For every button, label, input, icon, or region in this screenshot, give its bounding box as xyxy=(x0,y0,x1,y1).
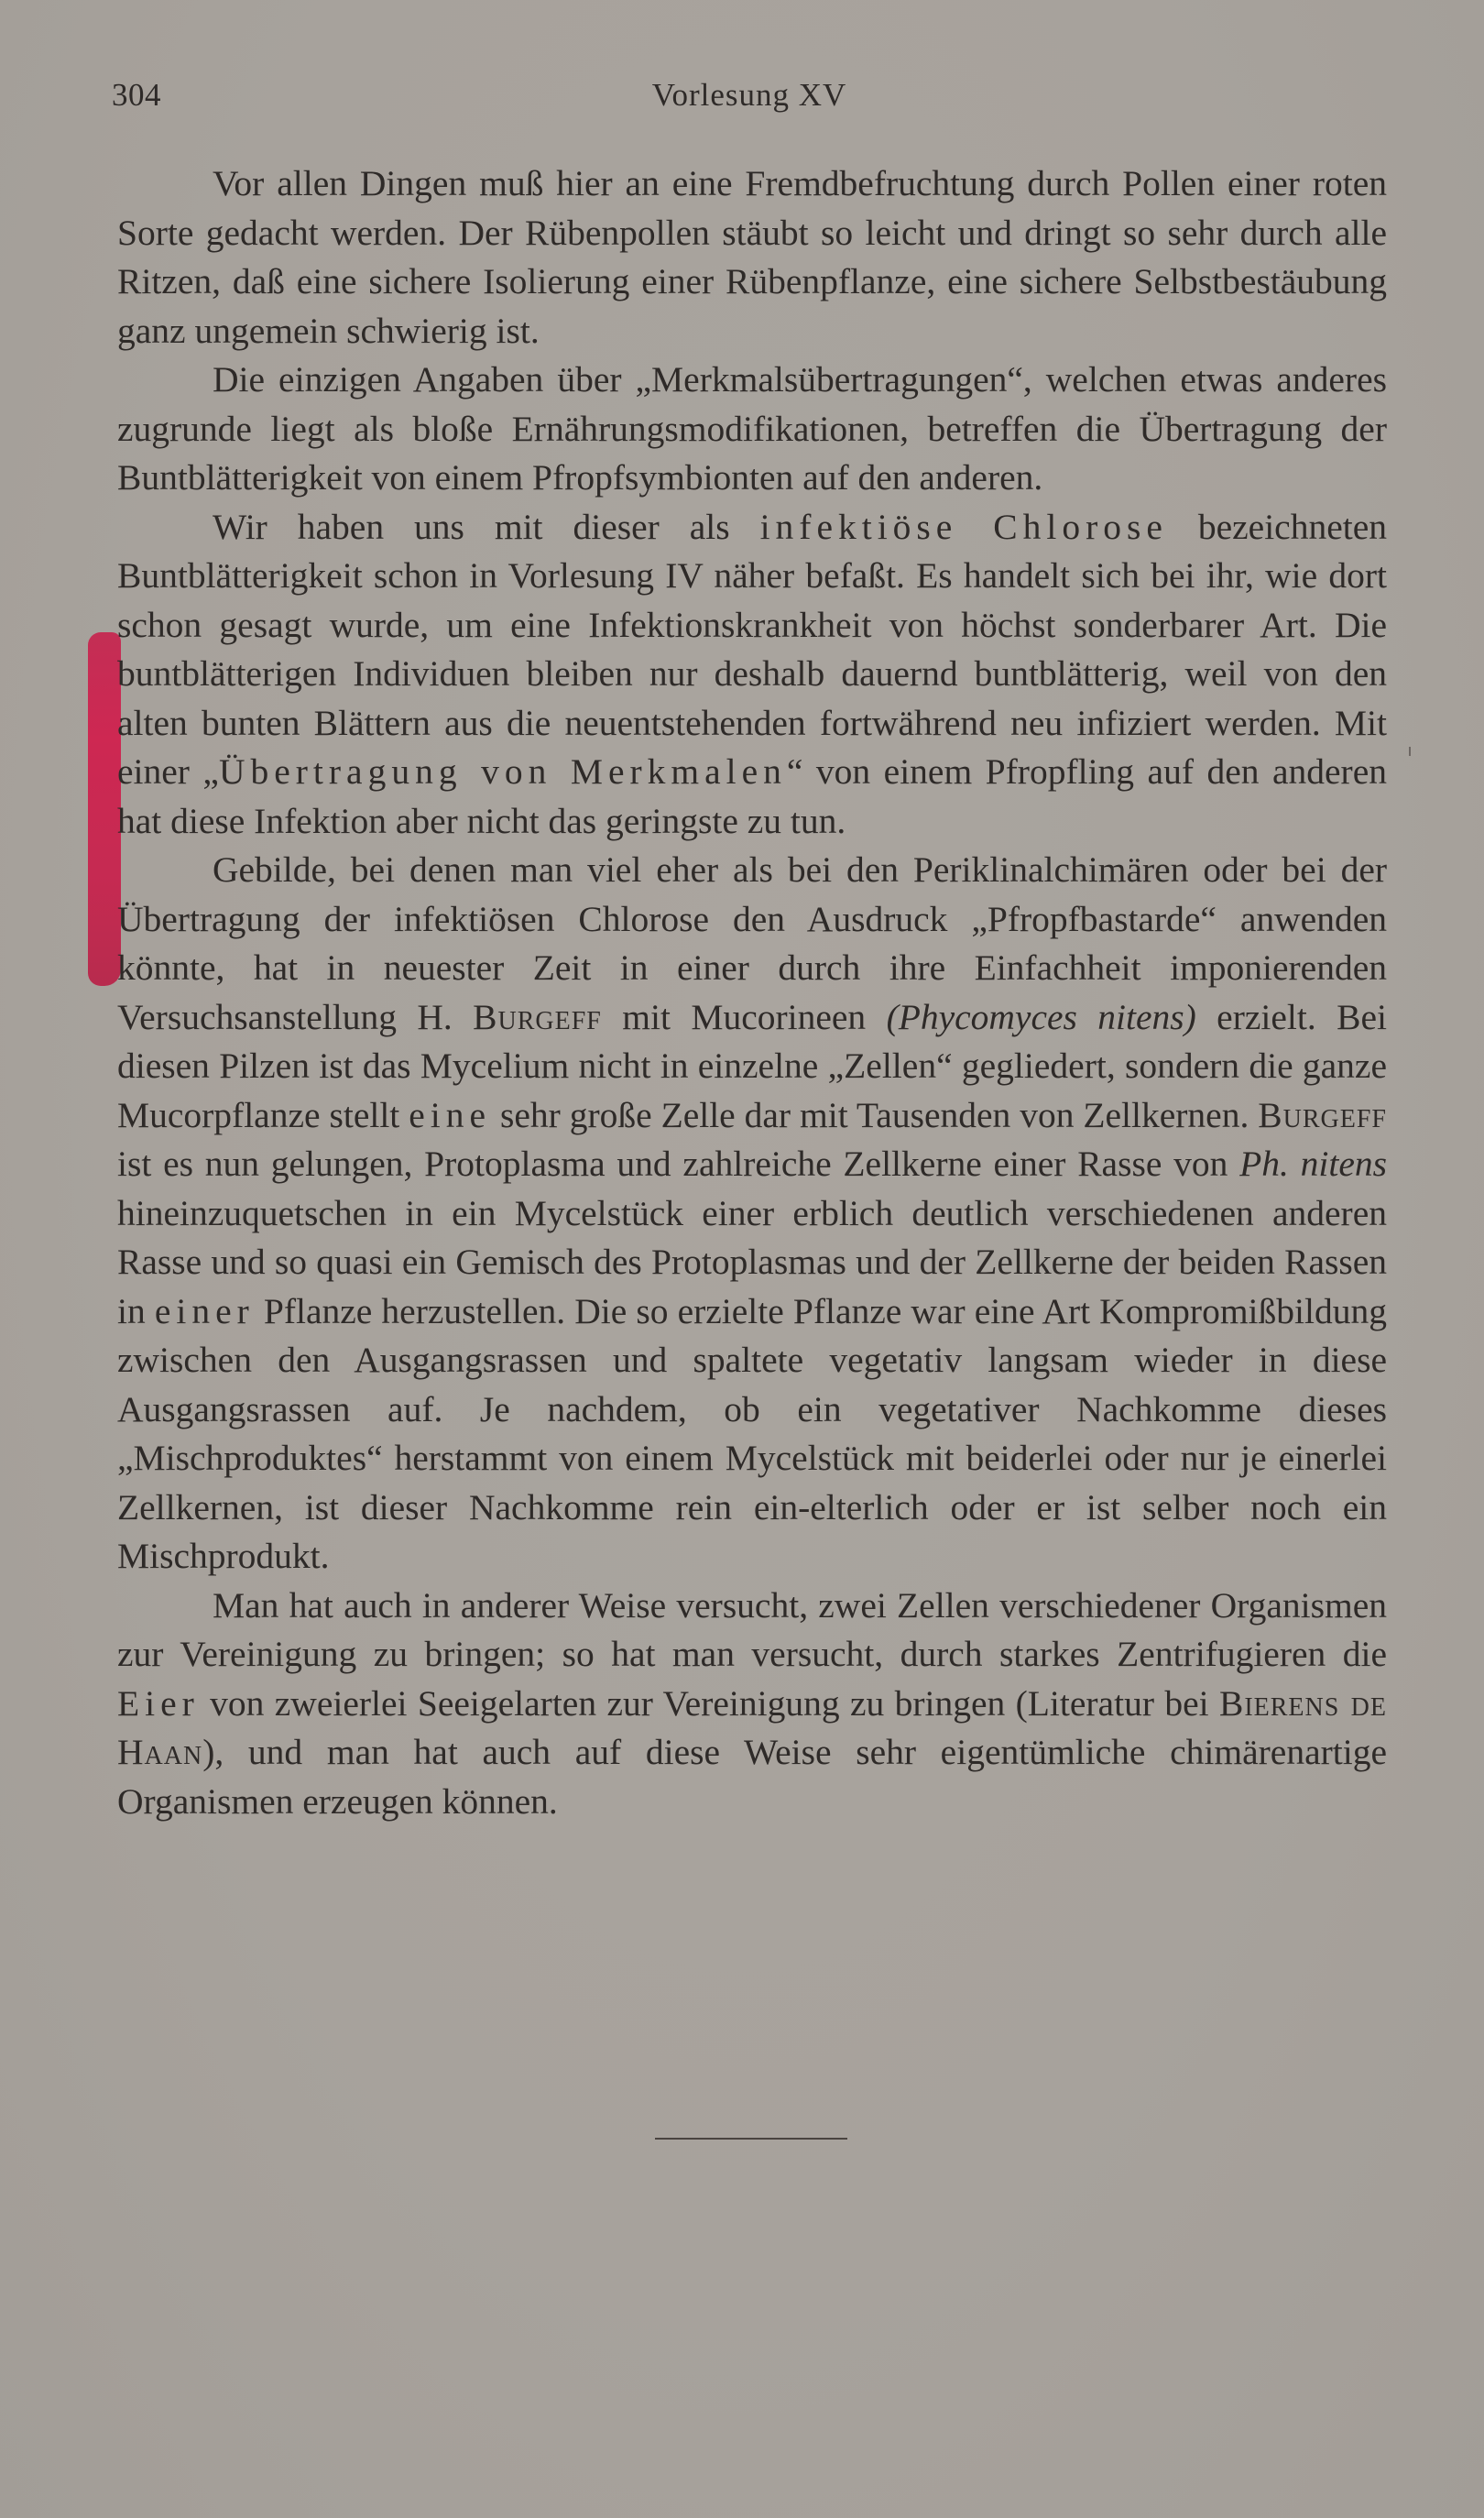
text-run: bezeichneten Buntblätterigkeit schon in Vorlesung IV näher befaßt. Es handelt sich bei ihr, wie dort schon gesagt wurde, um eine Infektionskrankheit von höchst sonderbarer Art. Die buntblätterigen Individuen bleiben nur deshalb dauernd buntblätterig, weil von den alten bunten Blättern aus die neuentstehenden fortwährend neu infiziert werden. Mit einer „ xyxy=(117,506,1387,792)
emphasized-text: Eier xyxy=(117,1682,200,1724)
text-run: Wir haben uns mit dieser als xyxy=(213,506,760,547)
text-run: von zweierlei Seeigelarten zur Vereinigung zu bringen (Literatur bei xyxy=(199,1682,1219,1724)
paragraph-3 xyxy=(117,503,1387,847)
italic-term: Ph. nitens xyxy=(1239,1144,1387,1184)
italic-term: (Phycomyces nitens) xyxy=(886,996,1196,1037)
text-run: erzielt. Bei diesen Pilzen ist das Mycelium nicht in einzelne „Zellen“ gegliedert, sondern die ganze Mucorpflanze stellt xyxy=(117,996,1387,1135)
text-run: Man hat auch in anderer Weise versucht, zwei Zellen verschiedener Organismen zur Vereinigung zu bringen; so hat man versucht, durch starkes Zentrifugieren die xyxy=(117,1584,1387,1674)
emphasized-text: Übertragung von Merkmalen xyxy=(218,751,787,792)
text-run: Pflanze herzustellen. Die so erzielte Pflanze war eine Art Kompromißbildung zwischen den Ausgangsrassen und spaltete vegetativ langsam wieder in diese Ausgangsrassen auf. Je nachdem, ob ein vegetativer Nachkomme dieses „Mischproduktes“ herstammt von einem Mycelstück mit beiderlei oder nur je einerlei Zellkernen, ist dieser Nachkomme rein ein-elterlich oder er ist selber noch ein Mischprodukt. xyxy=(117,1290,1387,1576)
paragraph-2 xyxy=(117,356,1387,503)
red-marker-annotation xyxy=(88,632,121,986)
page-header xyxy=(112,77,1387,123)
text-run: mit Mucorineen xyxy=(601,996,887,1037)
text-run: Die einzigen Angaben über „Merkmalsübertragungen“, welchen etwas anderes zugrunde liegt als bloße Ernährungsmodifikationen, betreffen die Übertragung der Buntblätterigkeit von einem Pfropfsymbionten auf den anderen. xyxy=(117,359,1387,498)
emphasized-text: infektiöse Chlorose xyxy=(759,506,1168,547)
text-run: Gebilde, bei denen man viel eher als bei den Periklinalchimären oder bei der Übertragung der infektiösen Chlorose den Ausdruck „Pfropfbastarde“ anwenden könnte, hat in neuester Zeit in einer durch ihre Einfachheit imponierenden Versuchsanstellung H. xyxy=(117,849,1387,1037)
speck-mark xyxy=(1409,747,1411,756)
emphasized-text: eine xyxy=(409,1094,492,1135)
text-run: Vor allen Dingen muß hier an eine Fremdbefruchtung durch Pollen einer roten Sorte gedacht werden. Der Rübenpollen stäubt so leicht und dringt so sehr durch alle Ritzen, daß eine sichere Isolierung einer Rübenpflanze, eine sichere Selbstbestäubung ganz ungemein schwierig ist. xyxy=(117,163,1387,351)
text-run: sehr große Zelle dar mit Tausenden von Zellkernen. xyxy=(491,1094,1259,1135)
paragraph-1 xyxy=(117,159,1387,356)
closing-rule xyxy=(655,2138,847,2140)
emphasized-text: einer xyxy=(154,1290,255,1331)
text-run: ), und man hat auch auf diese Weise sehr eigentümliche chimärenartige Organismen erzeugen können. xyxy=(117,1732,1387,1822)
text-run: “ von einem Pfropfling auf den anderen hat diese Infektion aber nicht das geringste zu tun. xyxy=(117,751,1387,841)
text-run: hineinzuquetschen in ein Mycelstück einer erblich deutlich verschiedenen anderen Rasse und so quasi ein Gemisch des Protoplasmas und der Zellkerne der beiden Rassen in xyxy=(117,1192,1387,1331)
author-name: Burgeff xyxy=(1258,1094,1387,1135)
page-number: 304 xyxy=(112,77,161,113)
body-text xyxy=(117,159,1387,1826)
author-name: Burgeff xyxy=(473,996,602,1037)
text-run: ist es nun gelungen, Protoplasma und zahlreiche Zellkerne einer Rasse von xyxy=(117,1144,1240,1184)
running-head: Vorlesung XV xyxy=(651,77,847,113)
paragraph-5 xyxy=(117,1582,1387,1827)
author-name: Bierens de Haan xyxy=(117,1682,1388,1772)
paragraph-4 xyxy=(117,846,1387,1582)
